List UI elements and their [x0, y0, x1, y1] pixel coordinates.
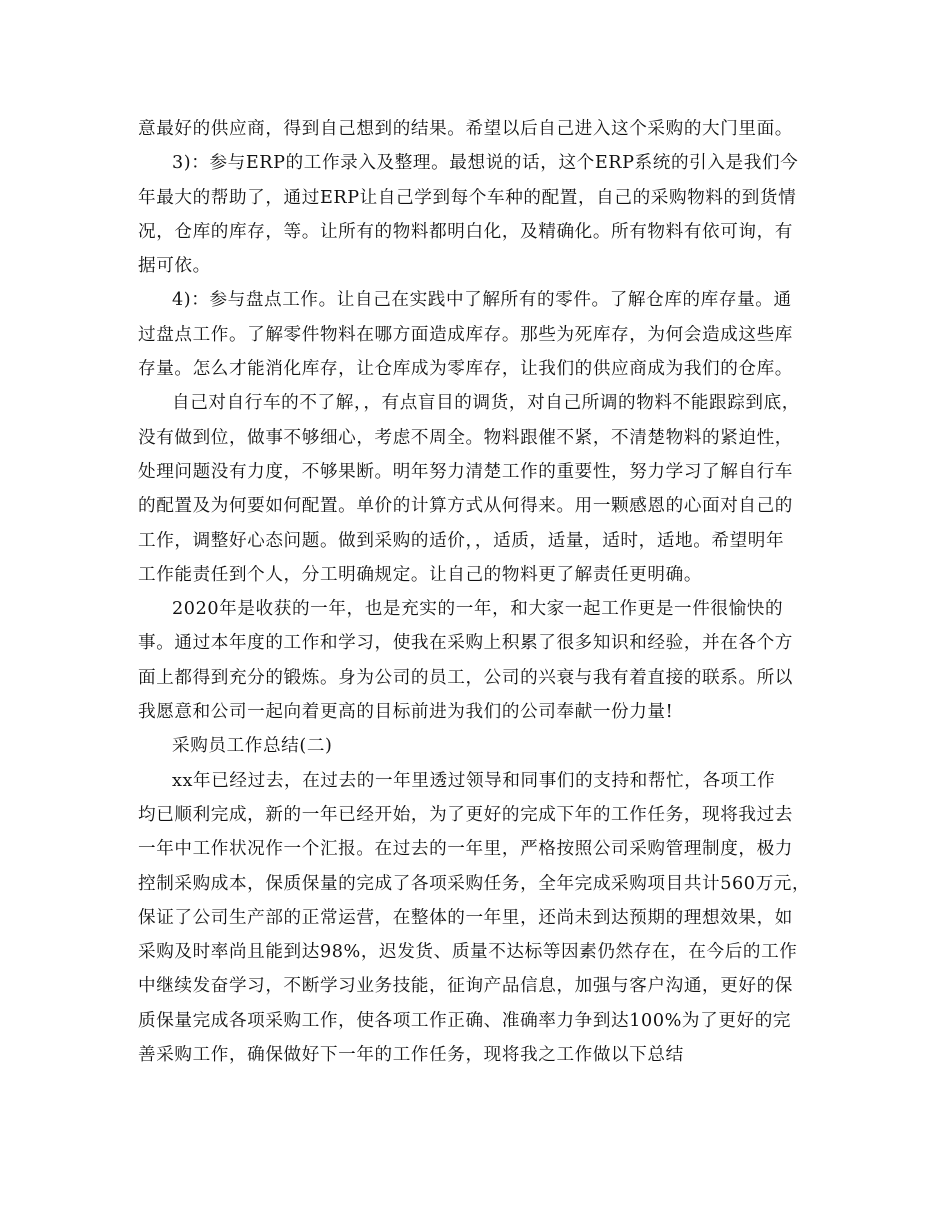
section-heading: 采购员工作总结(二) — [172, 736, 333, 757]
text-line: 中继续发奋学习，不断学习业务技能，征询产品信息，加强与客户沟通，更好的保 — [138, 976, 793, 997]
text-line: 处理问题没有力度，不够果断。明年努力清楚工作的重要性，努力学习了解自行车 — [138, 461, 793, 482]
text-line: 采购及时率尚且能到达98%，迟发货、质量不达标等因素仍然存在，在今后的工作 — [138, 942, 798, 963]
text-line: 存量。怎么才能消化库存，让仓库成为零库存，让我们的供应商成为我们的仓库。 — [138, 359, 793, 380]
text-line: 据可依。 — [138, 256, 211, 277]
text-line: 一年中工作状况作一个汇报。在过去的一年里，严格按照公司采购管理制度，极力 — [138, 839, 793, 860]
text-line: 年最大的帮助了，通过ERP让自己学到每个车种的配置，自己的采购物料的到货情 — [138, 187, 797, 208]
text-line: 况，仓库的库存，等。让所有的物料都明白化，及精确化。所有物料有依可询，有 — [138, 221, 793, 242]
text-line: 我愿意和公司一起向着更高的目标前进为我们的公司奉献一份力量! — [138, 702, 674, 723]
text-line: 意最好的供应商，得到自己想到的结果。希望以后自己进入这个采购的大门里面。 — [138, 119, 793, 139]
text-line: 4)：参与盘点工作。让自己在实践中了解所有的零件。了解仓库的库存量。通 — [172, 290, 792, 311]
text-line: xx年已经过去，在过去的一年里透过领导和同事们的支持和帮忙，各项工作 — [172, 770, 776, 791]
text-line: 3)：参与ERP的工作录入及整理。最想说的话，这个ERP系统的引入是我们今 — [172, 153, 799, 174]
text-line: 事。通过本年度的工作和学习，使我在采购上积累了很多知识和经验，并在各个方 — [138, 633, 793, 654]
text-line: 2020年是收获的一年，也是充实的一年，和大家一起工作更是一件很愉快的 — [172, 599, 784, 620]
text-line: 工作，调整好心态问题。做到采购的适价，，适质，适量，适时，适地。希望明年 — [138, 530, 785, 551]
text-line: 面上都得到充分的锻炼。身为公司的员工，公司的兴衰与我有着直接的联系。所以 — [138, 667, 793, 688]
text-line: 工作能责任到个人，分工明确规定。让自己的物料更了解责任更明确。 — [138, 564, 703, 585]
text-line: 自己对自行车的不了解，，有点盲目的调货，对自己所调的物料不能跟踪到底， — [172, 393, 800, 414]
text-line: 没有做到位，做事不够细心，考虑不周全。物料跟催不紧，不清楚物料的紧迫性， — [138, 427, 793, 448]
text-line: 过盘点工作。了解零件物料在哪方面造成库存。那些为死库存，为何会造成这些库 — [138, 324, 793, 345]
text-line: 控制采购成本，保质保量的完成了各项采购任务，全年完成采购项目共计560万元， — [138, 873, 811, 894]
document-page — [138, 112, 814, 1072]
text-line: 保证了公司生产部的正常运营，在整体的一年里，还尚未到达预期的理想效果，如 — [138, 907, 793, 928]
text-line: 的配置及为何要如何配置。单价的计算方式从何得来。用一颗感恩的心面对自己的 — [138, 496, 793, 517]
text-line: 质保量完成各项采购工作，使各项工作正确、准确率力争到达100%为了更好的完 — [138, 1010, 792, 1031]
text-line: 善采购工作，确保做好下一年的工作任务，现将我之工作做以下总结 — [138, 1045, 684, 1066]
text-line: 均已顺利完成，新的一年已经开始，为了更好的完成下年的工作任务，现将我过去 — [138, 804, 793, 825]
